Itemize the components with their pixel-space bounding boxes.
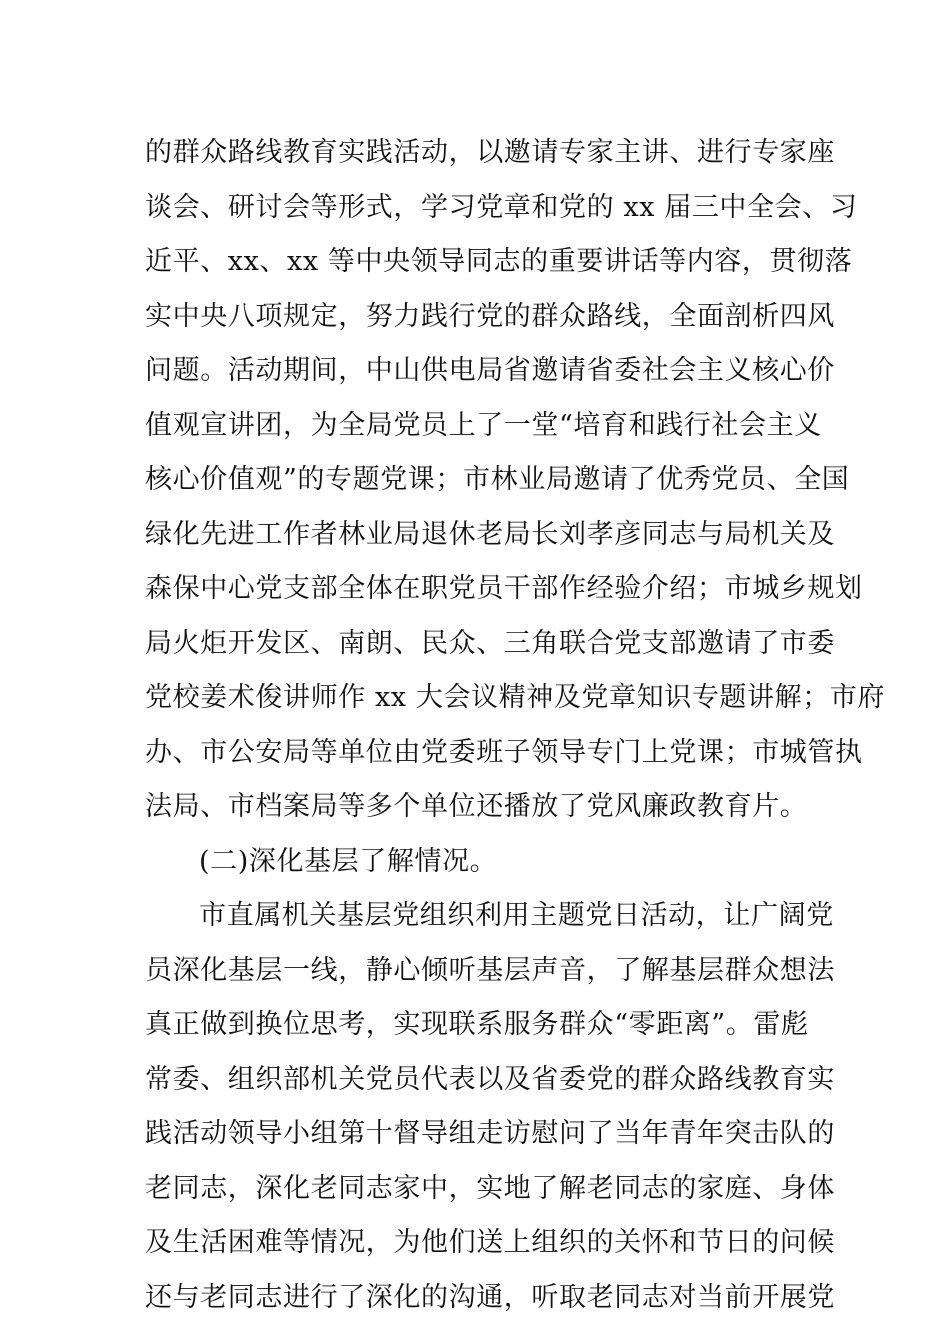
text-line: 的群众路线教育实践活动，以邀请专家主讲、进行专家座	[145, 137, 835, 168]
section-heading: (二)深化基层了解情况。	[199, 845, 498, 877]
text-line: 办、市公安局等单位由党委班子领导专门上党课；市城管执	[145, 736, 863, 768]
document-body	[145, 126, 886, 1325]
text-line: 谈会、研讨会等形式，学习党章和党的 xx 届三中全会、习	[145, 191, 858, 223]
paragraph-first-line: 市直属机关基层党组织利用主题党日活动，让广阔党	[199, 900, 834, 931]
text-line: 常委、组织部机关党员代表以及省委党的群众路线教育实	[145, 1063, 835, 1095]
text-line: 老同志，深化老同志家中，实地了解老同志的家庭、身体	[145, 1172, 835, 1204]
text-line: 法局、市档案局等多个单位还播放了党风廉政教育片。	[145, 791, 808, 822]
text-line: 实中央八项规定，努力践行党的群众路线，全面剖析四风	[145, 300, 835, 332]
text-line: 还与老同志进行了深化的沟通，听取老同志对当前开展党	[145, 1281, 835, 1313]
text-line: 核心价值观”的专题党课；市林业局邀请了优秀党员、全国	[145, 464, 850, 495]
text-line: 值观宣讲团，为全局党员上了一堂“培育和践行社会主义	[145, 409, 822, 441]
text-line: 及生活困难等情况，为他们送上组织的关怀和节日的问候	[145, 1227, 835, 1258]
text-line: 践活动领导小组第十督导组走访慰问了当年青年突击队的	[145, 1118, 835, 1149]
text-line: 真正做到换位思考，实现联系服务群众“零距离”。雷彪	[145, 1009, 809, 1040]
text-line: 问题。活动期间，中山供电局省邀请省委社会主义核心价	[145, 355, 835, 386]
text-line: 近平、xx、xx 等中央领导同志的重要讲话等内容，贯彻落	[145, 246, 853, 277]
text-line: 员深化基层一线，静心倾听基层声音，了解基层群众想法	[145, 954, 835, 986]
text-line: 绿化先进工作者林业局退休老局长刘孝彦同志与局机关及	[145, 518, 835, 550]
text-line: 森保中心党支部全体在职党员干部作经验介绍；市城乡规划	[145, 573, 863, 604]
text-line: 局火炬开发区、南朗、民众、三角联合党支部邀请了市委	[145, 627, 835, 659]
text-line: 党校姜术俊讲师作 xx 大会议精神及党章知识专题讲解；市府	[145, 682, 886, 713]
